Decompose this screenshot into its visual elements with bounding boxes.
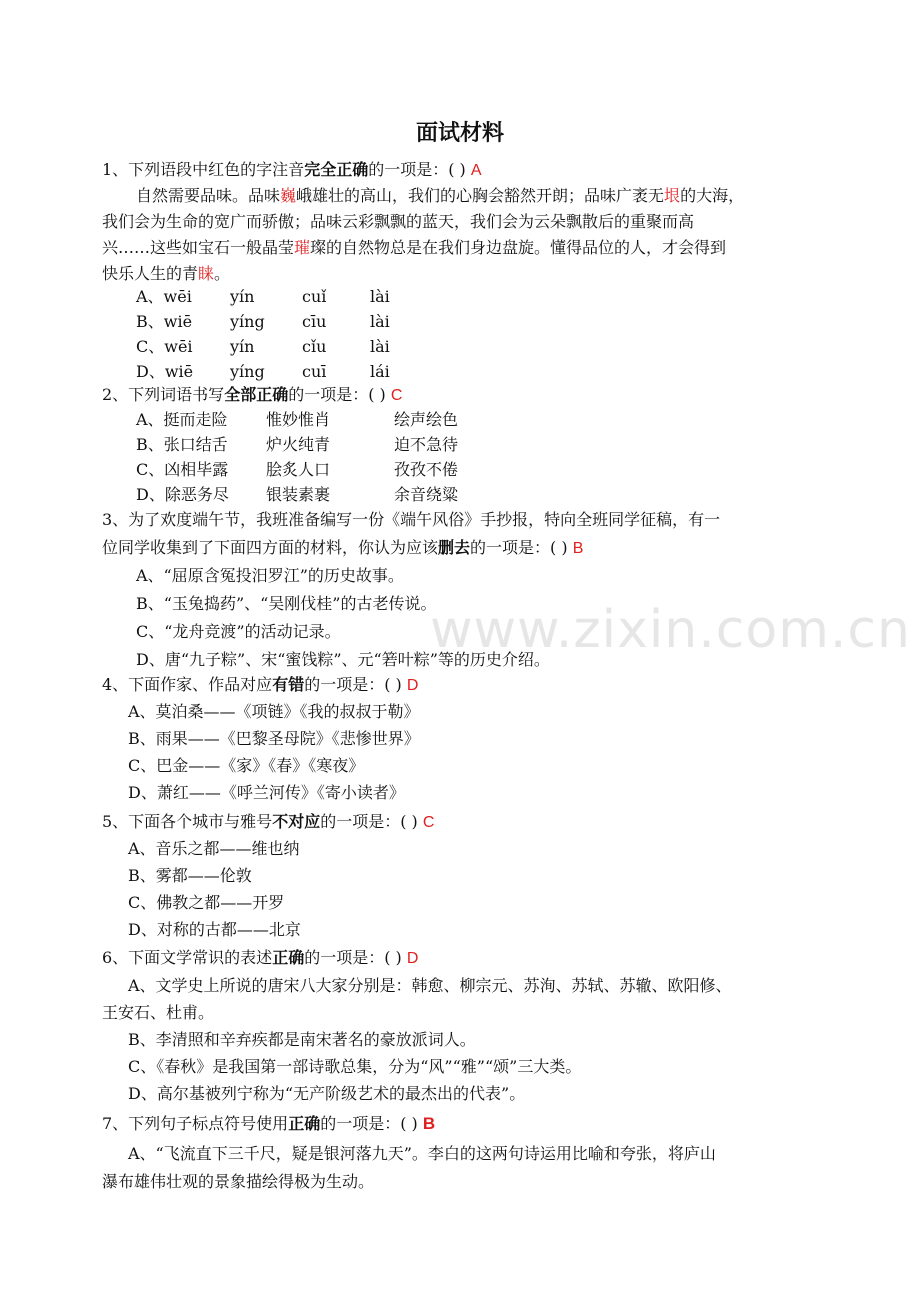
question-3-option: C、“龙舟竞渡”的活动记录。 — [136, 622, 341, 641]
question-6-option: C、《春秋》是我国第一部诗歌总集，分为“风”“雅”“颂”三大类。 — [128, 1057, 582, 1076]
question-4-option: C、巴金——《家》《春》《寒夜》 — [128, 756, 365, 775]
question-4-answer: D — [406, 677, 419, 694]
question-3-answer: B — [572, 540, 584, 557]
question-3-option: B、“玉兔捣药”、“吴刚伐桂”的古老传说。 — [136, 594, 437, 613]
question-2-option: D、除恶务尽 银装素裹 余音绕粱 — [136, 485, 459, 504]
page-title: 面试材料 — [415, 121, 504, 146]
question-3-option: A、“屈原含冤投汨罗江”的历史故事。 — [136, 566, 404, 585]
question-1-answer: A — [470, 162, 482, 179]
question-1-passage-line: 兴……这些如宝石一般晶莹璀璨的自然物总是在我们身边盘旋。懂得品位的人，才会得到 — [102, 238, 727, 257]
question-2-option: A、挺而走险 惟妙惟肖 绘声绘色 — [136, 410, 459, 429]
question-6-answer: D — [406, 950, 419, 967]
question-5-option: C、佛教之都——开罗 — [128, 893, 285, 912]
question-2-stem: 2、下列词语书写全部正确的一项是：( ) C — [102, 385, 403, 404]
question-2-answer: C — [390, 387, 403, 404]
question-3-option: D、唐“九子粽”、宋“蜜饯粽”、元“箬叶粽”等的历史介绍。 — [136, 650, 550, 669]
question-7-stem: 7、下列句子标点符号使用正确的一项是：( ) B — [102, 1114, 436, 1133]
question-1-option: D、wiē yíng cuī lái — [136, 362, 390, 381]
question-3-stem: 位同学收集到了下面四方面的材料，你认为应该删去的一项是：( ) B — [102, 538, 584, 557]
question-4-option: A、莫泊桑——《项链》《我的叔叔于勒》 — [128, 702, 420, 721]
question-7-option: 瀑布雄伟壮观的景象描绘得极为生动。 — [102, 1172, 375, 1191]
question-7-option: A、“飞流直下三千尺，疑是银河落九天”。李白的这两句诗运用比喻和夸张，将庐山 — [128, 1144, 716, 1163]
question-5-answer: C — [422, 814, 435, 831]
question-6-option: B、李清照和辛弃疾都是南宋著名的豪放派词人。 — [128, 1030, 476, 1049]
question-1-stem: 1、下列语段中红色的字注音完全正确的一项是：( ) A — [102, 160, 482, 179]
question-1-passage-line: 快乐人生的青睐。 — [102, 264, 231, 283]
question-2-option: B、张口结舌 炉火纯青 迫不急待 — [136, 435, 459, 454]
question-7-answer: B — [422, 1114, 436, 1133]
question-5-stem: 5、下面各个城市与雅号不对应的一项是：( ) C — [102, 812, 435, 831]
question-1-passage-line: 我们会为生命的宽广而骄傲；品味云彩飘飘的蓝天，我们会为云朵飘散后的重聚而高 — [102, 212, 695, 231]
question-6-option: 王安石、杜甫。 — [102, 1003, 215, 1022]
question-6-option: A、文学史上所说的唐宋八大家分别是：韩愈、柳宗元、苏洵、苏轼、苏辙、欧阳修、 — [128, 976, 732, 995]
question-1-passage-line: 自然需要品味。品味巍峨雄壮的高山，我们的心胸会豁然开朗；品味广袤无垠的大海， — [136, 186, 745, 205]
question-6-option: D、高尔基被列宁称为“无产阶级艺术的最杰出的代表”。 — [128, 1084, 526, 1103]
question-1-option: B、wiē yíng cīu lài — [136, 312, 390, 331]
question-4-option: B、雨果——《巴黎圣母院》《悲惨世界》 — [128, 729, 420, 748]
question-3-stem: 3、为了欢度端午节，我班准备编写一份《端午风俗》手抄报，特向全班同学征稿，有一 — [102, 510, 721, 529]
question-1-option: C、wēi yín cǐu lài — [136, 337, 390, 356]
question-5-option: A、音乐之都——维也纳 — [128, 839, 300, 858]
question-4-option: D、萧红——《呼兰河传》《寄小读者》 — [128, 783, 405, 802]
question-2-option: C、凶相毕露 脍炙人口 孜孜不倦 — [136, 460, 459, 479]
question-6-stem: 6、下面文学常识的表述正确的一项是：( ) D — [102, 948, 419, 967]
question-5-option: B、雾都——伦敦 — [128, 866, 252, 885]
watermark: www.zixin.com.cn — [430, 600, 911, 660]
question-4-stem: 4、下面作家、作品对应有错的一项是：( ) D — [102, 675, 419, 694]
question-5-option: D、对称的古都——北京 — [128, 920, 301, 939]
question-1-option: A、wēi yín cuǐ lài — [136, 287, 390, 306]
